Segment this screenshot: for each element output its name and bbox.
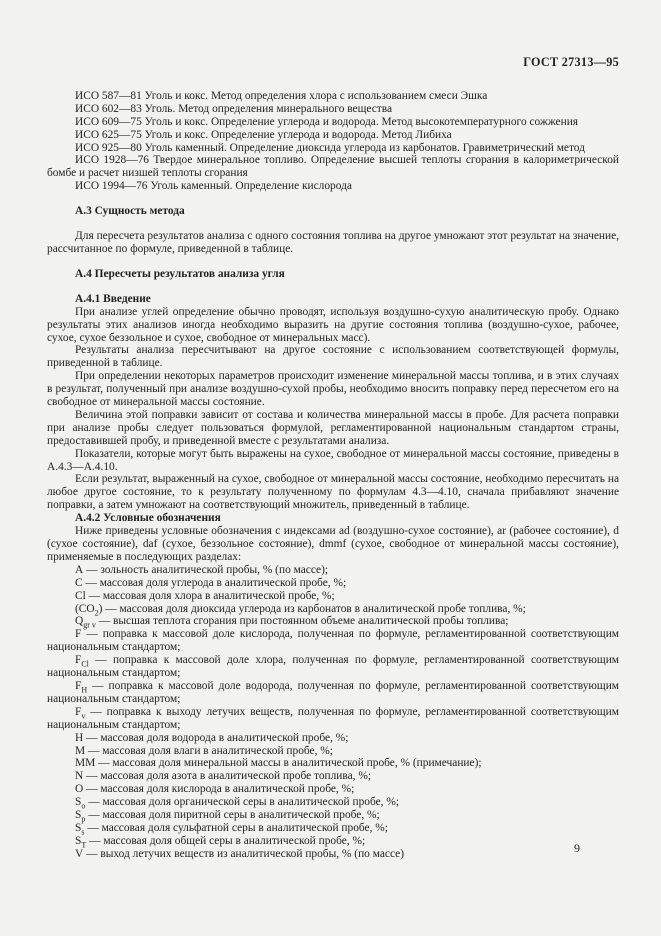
symbol-definition [47, 783, 619, 796]
symbol: $S_s$ [75, 821, 85, 837]
body-paragraph: Показатели, которые могут быть выражены на сухое, свободное от минеральной массы состояние, приведены в А.4.3—А.4.10. [47, 447, 619, 473]
iso-reference-text: Твердое минеральное топливо. Определение высшей теплоты сгорания в калориметрической бомбе и расчет низшей теплоты сгорания [47, 154, 619, 180]
symbol-definition-text: — массовая доля хлора в аналитической пробе, %; [88, 589, 335, 602]
symbol-definition [47, 745, 619, 758]
symbol-definition [47, 706, 619, 732]
symbol-definition [47, 654, 619, 680]
section-a3-heading: А.3 Сущность метода [75, 205, 185, 218]
symbol: $(СО_2)$ [75, 602, 103, 617]
symbol: $S_о$ [75, 796, 86, 811]
body-paragraph: Если результат, выраженный на сухое, свободное от минеральной массы состояние, необходимо пересчитать на любое другое состояние, то к результату полученному по формулам 4.3—4.10, сначала прибавляют значение поправки, а затем умножают на соответствующий множитель, приведенный в таблице. [47, 473, 619, 512]
iso-reference-text: Уголь и кокс. Метод определения хлора с использованием смеси Эшка [144, 89, 488, 102]
symbol: $F_v$ [75, 705, 86, 721]
symbol-definition [47, 835, 619, 848]
symbol-definition-text: — массовая доля сульфатной серы в аналитической пробе, %; [87, 821, 388, 834]
body-paragraph: При определении некоторых параметров происходит изменение минеральной массы топлива, и в этих случаях в результат, полученный при анализе воздушно-сухой пробы, необходимо вносить поправку перед пересчетом его на свободное от минеральной массы состояние. [47, 370, 619, 409]
section-a41-body [47, 306, 619, 513]
iso-reference-code: ИСО 609—75 [75, 115, 142, 128]
iso-reference-text: Уголь и кокс. Определение углерода и водорода. Метод Либиха [144, 128, 452, 141]
iso-reference-item [47, 129, 619, 142]
symbol-definition [47, 796, 619, 809]
iso-reference-item [47, 116, 619, 129]
symbol: $Q_{gr v}$ [75, 615, 96, 630]
symbol: А [75, 563, 84, 576]
symbol: $S_Т$ [75, 834, 87, 850]
iso-reference-item [47, 90, 619, 103]
symbol-definition-text: — массовая доля водорода в аналитической пробе, %; [86, 731, 349, 744]
symbol-definition [47, 848, 619, 861]
symbol: Н [75, 731, 84, 744]
symbol-definition-text: — выход летучих веществ из аналитической пробы, % (по массе) [86, 847, 405, 860]
iso-reference-code: ИСО 925—80 [75, 141, 142, 154]
section-a42-intro: Ниже приведены условные обозначения с индексами ad (воздушно-сухое состояние), ar (рабочее состояние), d (сухое состояние), daf (сухое, беззольное состояние), dmmf (сухое, свободное от минеральной массы состояние), применяемые в последующих разделах: [47, 525, 619, 563]
symbol: М [75, 744, 86, 757]
symbol: $F_{Cl}$ [75, 654, 89, 669]
symbol-definition-text: — массовая доля кислорода в аналитической пробе, %; [86, 783, 355, 796]
symbol-definition-text: — массовая доля пиритной серы в аналитической пробе, %; [88, 809, 380, 822]
symbol-definition-text: — массовая доля азота в аналитической пробе топлива, %; [86, 770, 372, 783]
section-a4-heading: А.4 Пересчеты результатов анализа угля [75, 267, 285, 280]
symbol-definition-text: — высшая теплота сгорания при постоянном объеме аналитической пробы топлива; [98, 615, 509, 628]
page-number: 9 [574, 841, 580, 855]
iso-reference-code: ИСО 602—83 [75, 102, 142, 115]
symbol-definition-text: — массовая доля общей серы в аналитической пробе, %; [89, 834, 366, 847]
symbol-definition-text: — поправка к выходу летучих веществ, полученная по формуле, регламентированной соответствующим национальным стандартом; [47, 705, 619, 731]
iso-references-list [47, 90, 619, 193]
symbol: N [75, 770, 84, 783]
iso-reference-code: ИСО 1928—76 [75, 154, 149, 167]
symbol-definition-text: — массовая доля минеральной массы в аналитической пробе, % (примечание); [98, 757, 482, 770]
symbol-definition [47, 732, 619, 745]
symbol-definition [47, 822, 619, 835]
page-content [47, 56, 619, 861]
symbol-definition [47, 680, 619, 706]
symbol: О [75, 783, 84, 796]
section-a3-paragraph: Для пересчета результатов анализа с одного состояния топлива на другое умножают этот результат на значение, рассчитанное по формуле, приведенной в таблице. [47, 230, 619, 255]
symbol-definition [47, 577, 619, 590]
body-paragraph: Величина этой поправки зависит от состава и количества минеральной массы в пробе. Для расчета поправки при анализе пробы следует пользоваться формулой, регламентированной национальным стандартом страны, предоставившей пробу, и приведенной вместе с результатами анализа. [47, 408, 619, 447]
symbol: С [75, 576, 83, 589]
symbol-definition [47, 615, 619, 628]
symbol-definition-text: — зольность аналитической пробы, % (по массе); [86, 563, 329, 576]
iso-reference-text: Уголь. Метод определения минерального вещества [144, 102, 393, 115]
iso-reference-code: ИСО 1994—76 [75, 180, 148, 193]
symbol: $S_p$ [75, 809, 86, 824]
symbol-definition-text: — поправка к массовой доле хлора, полученная по формуле, регламентированной соответствующим национальным стандартом; [47, 654, 619, 680]
symbol-definition [47, 564, 619, 577]
symbol-definition [47, 603, 619, 616]
symbol-definition-text: — массовая доля углерода в аналитической пробе, %; [85, 576, 347, 589]
symbol-definitions-list [47, 564, 619, 861]
iso-reference-code: ИСО 625—75 [75, 128, 142, 141]
symbol-definition [47, 757, 619, 770]
doc-number: ГОСТ 27313—95 [523, 55, 619, 69]
symbol-definition-text: — массовая доля диоксида углерода из карбонатов в аналитической пробе топлива, %; [105, 602, 526, 615]
body-paragraph: Результаты анализа пересчитывают на другое состояние с использованием соответствующей формулы, приведенной в таблице. [47, 344, 619, 370]
symbol: $F_Н$ [75, 679, 88, 695]
symbol-definition-text: — поправка к массовой доле кислорода, полученная по формуле, регламентированной соответствующим национальным стандартом; [47, 628, 619, 654]
symbol: V [75, 847, 84, 860]
symbol-definition-text: — массовая доля влаги в аналитической пробе, %; [88, 744, 333, 757]
iso-reference-item [47, 154, 619, 180]
iso-reference-text: Уголь каменный. Определение кислорода [150, 180, 352, 193]
iso-reference-code: ИСО 587—81 [75, 89, 142, 102]
symbol: Сl [75, 589, 86, 602]
symbol-definition [47, 628, 619, 654]
section-a41-heading: А.4.1 Введение [75, 292, 151, 305]
iso-reference-item [47, 103, 619, 116]
symbol-definition [47, 590, 619, 603]
iso-reference-item [47, 180, 619, 193]
symbol-definition [47, 809, 619, 822]
symbol: ММ [75, 757, 96, 770]
symbol: F [75, 628, 82, 641]
symbol-definition-text: — массовая доля органической серы в аналитической пробе, %; [88, 796, 400, 809]
symbol-definition-text: — поправка к массовой доле водорода, полученная по формуле, регламентированной соответствующим национальным стандартом; [47, 679, 619, 705]
body-paragraph: При анализе углей определение обычно проводят, используя воздушно-сухую аналитическую пробу. Однако результаты этих анализов иногда необходимо выразить на другие состояния топлива (воздушно-сухое, рабочее, сухое, сухое беззольное и сухое, свободное от минеральных масс). [47, 305, 619, 344]
symbol-definition [47, 770, 619, 783]
iso-reference-item [47, 142, 619, 155]
section-a42-heading: А.4.2 Условные обозначения [75, 512, 221, 525]
iso-reference-text: Уголь и кокс. Определение углерода и водорода. Метод высокотемпературного сожжения [144, 115, 579, 128]
iso-reference-text: Уголь каменный. Определение диоксида углерода из карбонатов. Гравиметрический метод [144, 141, 585, 154]
